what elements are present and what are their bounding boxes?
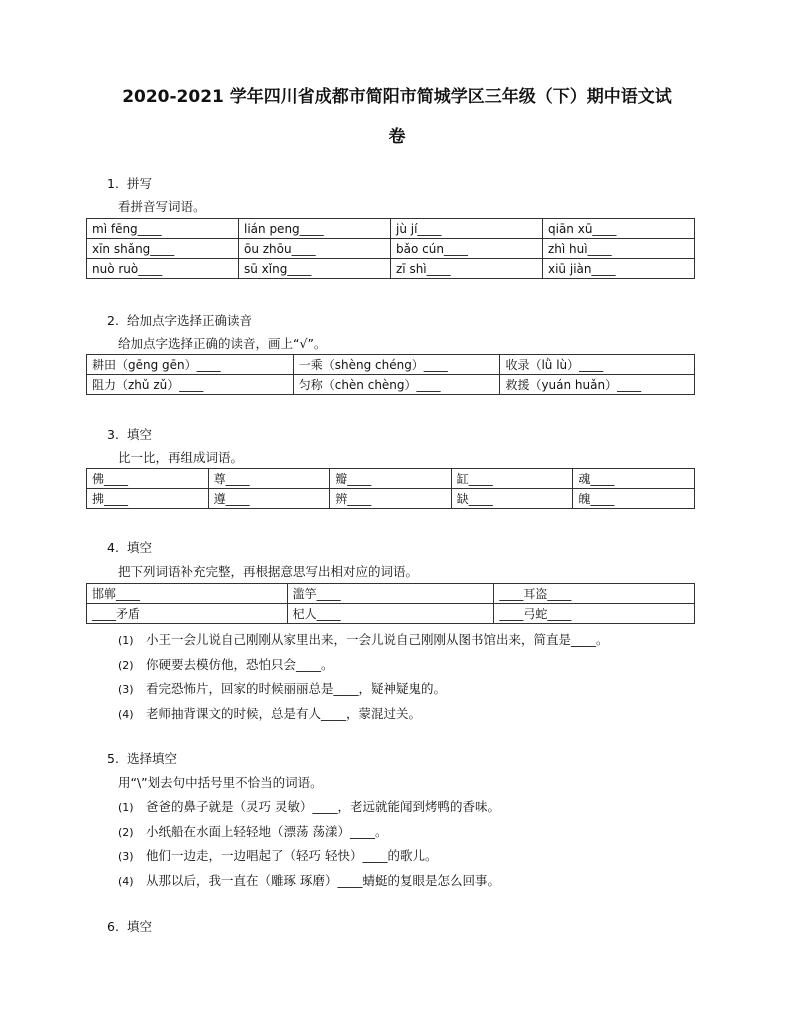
section-5-heading: 5. 选择填空 [107, 751, 177, 766]
table-row [87, 219, 695, 239]
table-cell: 缺____ [451, 489, 573, 509]
table-cell: ____矛盾 [87, 604, 288, 624]
question-item: (1) 小王一会儿说自己刚刚从家里出来，一会儿说自己刚刚从图书馆出来，简直是____。 [118, 632, 609, 647]
section-6-heading: 6. 填空 [107, 919, 152, 934]
question-item: (3) 看完恐怖片，回家的时候丽丽总是____，疑神疑鬼的。 [118, 681, 447, 696]
table-row [87, 469, 695, 489]
question-item: (4) 从那以后，我一直在（雕琢 琢磨）____蜻蜓的复眼是怎么回事。 [118, 873, 500, 888]
table-cell: sū xǐng____ [239, 259, 391, 279]
table-cell: 收录（lǜ lù）____ [500, 355, 695, 375]
table-cell: 匀称（chèn chèng）____ [293, 375, 500, 395]
table-cell: 杞人____ [287, 604, 494, 624]
table-cell: zhì huì____ [543, 239, 695, 259]
question-item: (4) 老师抽背课文的时候，总是有人____，蒙混过关。 [118, 706, 422, 721]
title-line-1: 2020-2021 学年四川省成都市简阳市简城学区三年级（下）期中语文试 [122, 87, 672, 107]
idiom-table [86, 583, 695, 624]
table-cell: ____耳盗____ [494, 584, 695, 604]
table-cell: zī shì____ [391, 259, 543, 279]
table-row [87, 489, 695, 509]
table-cell: bǎo cún____ [391, 239, 543, 259]
pronunciation-table [86, 354, 695, 395]
table-row [87, 584, 695, 604]
table-cell: 拂____ [87, 489, 209, 509]
pinyin-table [86, 218, 695, 279]
section-3-instruction: 比一比，再组成词语。 [118, 450, 244, 465]
section-4-heading: 4. 填空 [107, 540, 152, 555]
table-row [87, 375, 695, 395]
table-cell: xīn shǎng____ [87, 239, 239, 259]
table-cell: qiān xū____ [543, 219, 695, 239]
table-cell: 佛____ [87, 469, 209, 489]
table-cell: 阻力（zhǔ zǔ）____ [87, 375, 294, 395]
section-5-instruction: 用“\”划去句中括号里不恰当的词语。 [118, 775, 323, 790]
table-row [87, 239, 695, 259]
question-item: (2) 小纸船在水面上轻轻地（漂荡 荡漾）____。 [118, 824, 388, 839]
table-cell: nuò ruò____ [87, 259, 239, 279]
table-cell: 魄____ [573, 489, 695, 509]
question-item: (2) 你硬要去模仿他，恐怕只会____。 [118, 657, 334, 672]
table-cell: 救援（yuán huǎn）____ [500, 375, 695, 395]
section-3-heading: 3. 填空 [107, 427, 152, 442]
table-cell: ōu zhōu____ [239, 239, 391, 259]
section-4-instruction: 把下列词语补充完整，再根据意思写出相对应的词语。 [118, 564, 419, 579]
question-item: (3) 他们一边走，一边唱起了（轻巧 轻快）____的歌儿。 [118, 848, 438, 863]
table-cell: 缸____ [451, 469, 573, 489]
table-cell: jù jí____ [391, 219, 543, 239]
section-1-instruction: 看拼音写词语。 [118, 199, 206, 214]
table-cell: xiū jiàn____ [543, 259, 695, 279]
table-cell: 魂____ [573, 469, 695, 489]
section-2-heading: 2. 给加点字选择正确读音 [107, 313, 252, 328]
section-2-instruction: 给加点字选择正确的读音，画上“√”。 [118, 336, 327, 351]
table-cell: 遵____ [208, 489, 330, 509]
table-cell: 滥竽____ [287, 584, 494, 604]
table-row [87, 355, 695, 375]
table-cell: 耕田（gēng gēn）____ [87, 355, 294, 375]
section-1-heading: 1. 拼写 [107, 176, 152, 191]
title-line-2: 卷 [388, 127, 406, 147]
table-cell: 尊____ [208, 469, 330, 489]
compare-table [86, 468, 695, 509]
table-row [87, 259, 695, 279]
table-cell: lián peng____ [239, 219, 391, 239]
question-item: (1) 爸爸的鼻子就是（灵巧 灵敏）____，老远就能闻到烤鸭的香味。 [118, 799, 500, 814]
table-cell: 邯郸____ [87, 584, 288, 604]
table-row [87, 604, 695, 624]
table-cell: ____弓蛇____ [494, 604, 695, 624]
table-cell: 瓣____ [330, 469, 452, 489]
table-cell: mì fēng____ [87, 219, 239, 239]
table-cell: 一乘（shèng chéng）____ [293, 355, 500, 375]
table-cell: 辨____ [330, 489, 452, 509]
